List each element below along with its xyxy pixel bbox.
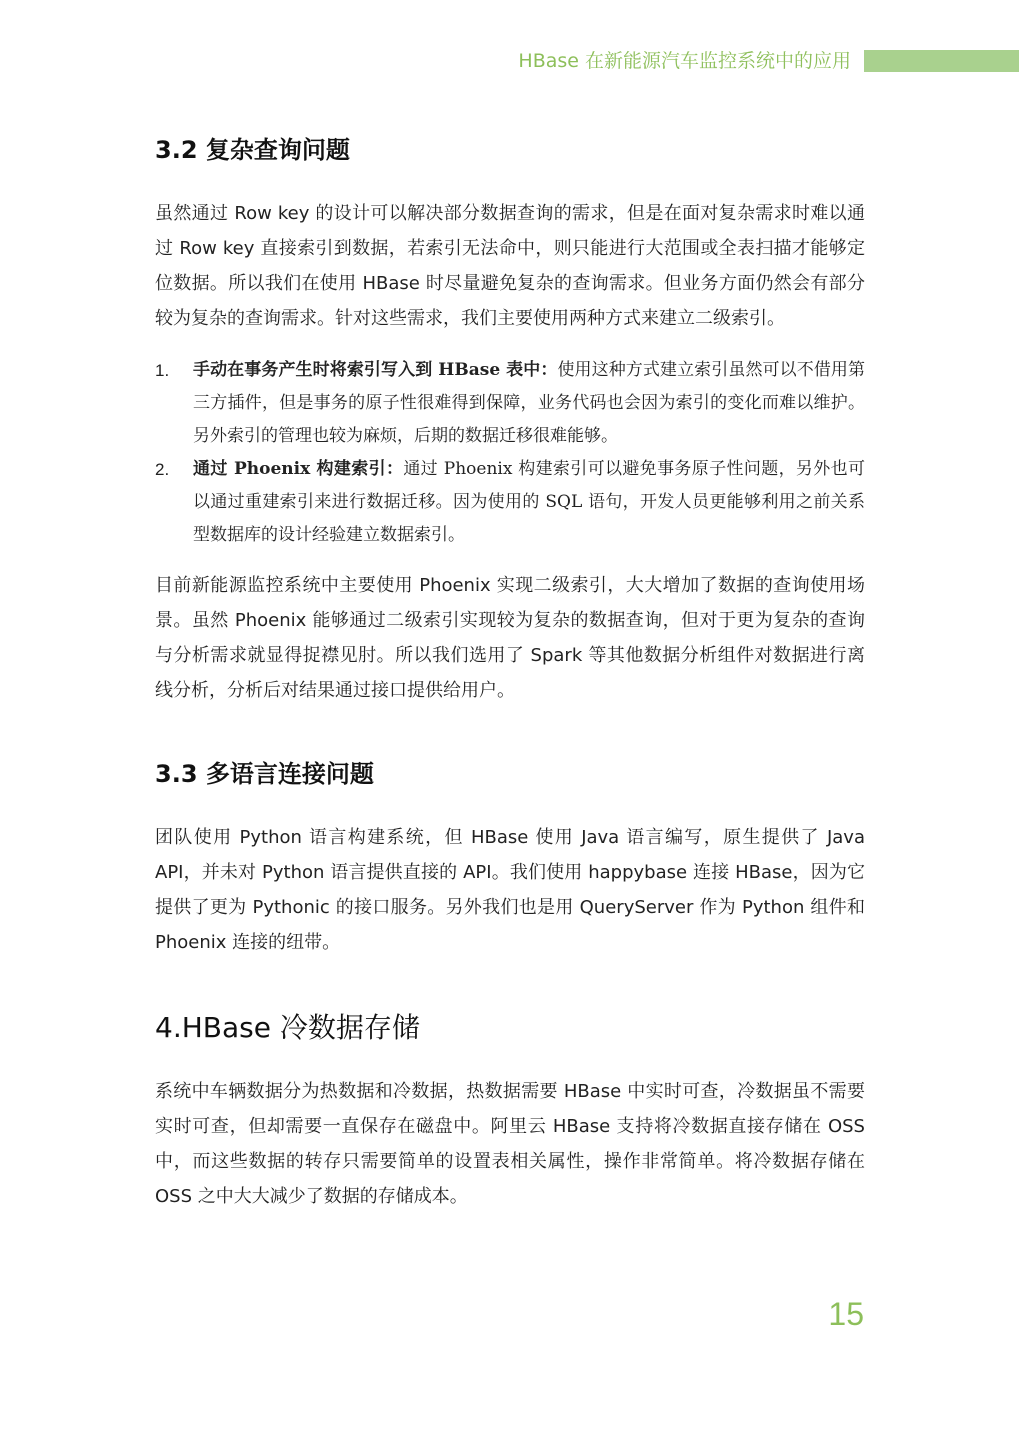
list-item	[155, 354, 865, 453]
list-item-lead: 手动在事务产生时将索引写入到 HBase 表中：	[193, 360, 558, 380]
page-number: 15	[828, 1296, 864, 1332]
section-4-heading: 4.HBase 冷数据存储	[155, 1011, 420, 1044]
list-item	[155, 453, 865, 552]
section-3-2-closing-paragraph: 目前新能源监控系统中主要使用 Phoenix 实现二级索引，大大增加了数据的查询使用场景。虽然 Phoenix 能够通过二级索引实现较为复杂的数据查询，但对于更为复杂的查询与分析需求就显得捉襟见肘。所以我们选用了 Spark 等其他数据分析组件对数据进行离线分析，分析后对结果通过接口提供给用户。	[155, 575, 865, 701]
section-3-2-intro-paragraph: 虽然通过 Row key 的设计可以解决部分数据查询的需求，但是在面对复杂需求时难以通过 Row key 直接索引到数据，若索引无法命中，则只能进行大范围或全表扫描才能够定位数据。所以我们在使用 HBase 时尽量避免复杂的查询需求。但业务方面仍然会有部分较为复杂的查询需求。针对这些需求，我们主要使用两种方式来建立二级索引。	[155, 203, 865, 329]
list-item-text: 使用这种方式建立索引虽然可以不借用第三方插件，但是事务的原子性很难得到保障，业务代码也会因为索引的变化而难以维护。另外索引的管理也较为麻烦，后期的数据迁移很难能够。	[193, 360, 866, 446]
section-3-2-heading: 3.2 复杂查询问题	[155, 136, 350, 164]
list-item-number: 1.	[155, 361, 170, 380]
header-accent-bar	[864, 50, 1019, 72]
section-4-paragraph: 系统中车辆数据分为热数据和冷数据，热数据需要 HBase 中实时可查，冷数据虽不需要实时可查，但却需要一直保存在磁盘中。阿里云 HBase 支持将冷数据直接存储在 OSS 中，而这些数据的转存只需要简单的设置表相关属性，操作非常简单。将冷数据存储在 OSS 之中大大减少了数据的存储成本。	[155, 1081, 865, 1207]
list-item-lead: 通过 Phoenix 构建索引：	[193, 459, 404, 479]
section-3-3-heading: 3.3 多语言连接问题	[155, 760, 374, 788]
list-item-text: 通过 Phoenix 构建索引可以避免事务原子性问题，另外也可以通过重建索引来进行数据迁移。因为使用的 SQL 语句，开发人员更能够利用之前关系型数据库的设计经验建立数据索引。	[193, 459, 865, 545]
running-header-title: HBase 在新能源汽车监控系统中的应用	[518, 50, 851, 72]
section-3-3-paragraph: 团队使用 Python 语言构建系统，但 HBase 使用 Java 语言编写，原生提供了 Java API，并未对 Python 语言提供直接的 API。我们使用 happybase 连接 HBase，因为它提供了更为 Pythonic 的接口服务。另外我们也是用 QueryServer 作为 Python 组件和 Phoenix 连接的纽带。	[155, 827, 865, 953]
index-methods-list	[155, 354, 865, 552]
list-item-number: 2.	[155, 460, 170, 479]
page-content	[155, 130, 865, 1214]
